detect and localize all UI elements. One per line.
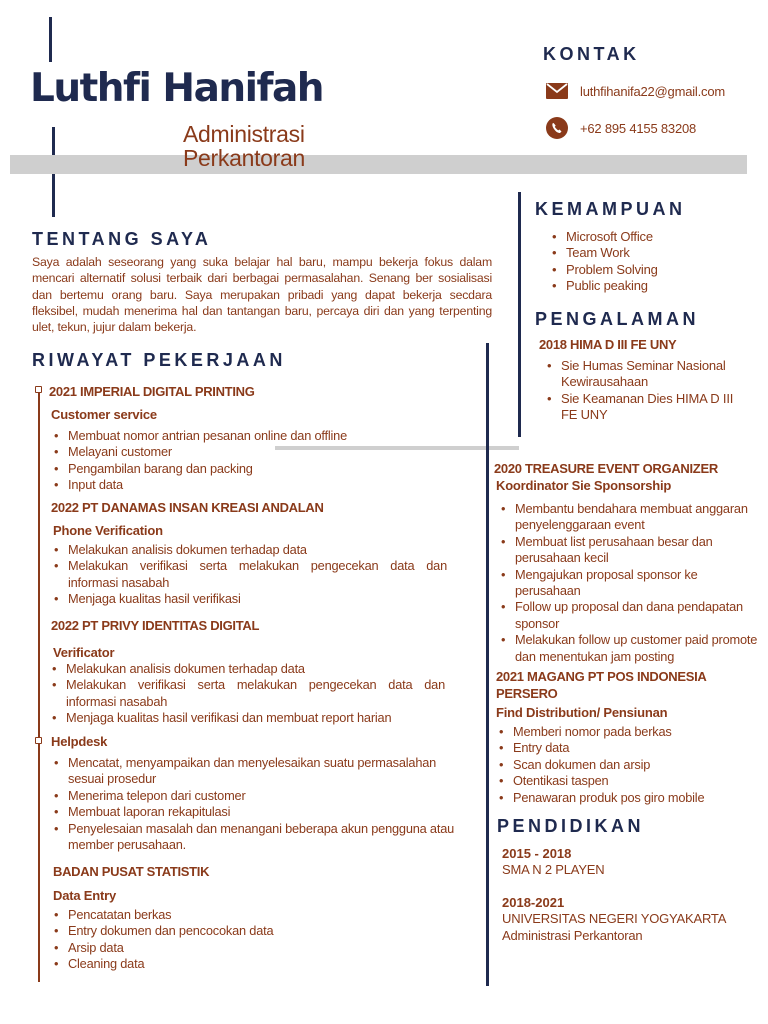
skills-title: KEMAMPUAN	[535, 199, 686, 219]
email-text[interactable]: luthfihanifa22@gmail.com	[580, 83, 725, 99]
list-item: • Otentikasi taspen	[496, 773, 756, 789]
list-item: • Scan dokumen dan arsip	[496, 757, 756, 773]
edu-school-1: SMA N 2 PLAYEN	[502, 862, 605, 877]
list-item: • Menerima telepon dari customer	[51, 788, 471, 804]
experience-list	[545, 358, 750, 423]
skills-side-line	[518, 192, 521, 437]
list-item: • Membuat laporan rekapitulasi	[51, 804, 471, 820]
list-item: • Memberi nomor pada berkas	[496, 724, 756, 740]
edu-school-2-name: UNIVERSITAS NEGERI YOGYAKARTA	[502, 911, 727, 926]
list-item: • Membuat list perusahaan besar dan perusahaan kecil	[498, 534, 758, 567]
job-list-pos	[496, 724, 756, 806]
job-role-imperial: Customer service	[51, 407, 157, 422]
list-item: • Mengajukan proposal sponsor ke perusahaan	[498, 567, 758, 600]
center-timeline	[486, 343, 489, 986]
edu-school-2-major: Administrasi Perkantoran	[502, 927, 643, 943]
job-title	[183, 122, 333, 170]
job-title-line-1: Administrasi	[183, 121, 305, 147]
list-item: • Melakukan verifikasi serta melakukan pengecekan data dan informasi nasabah	[49, 677, 445, 710]
work-timeline	[38, 390, 40, 982]
job-list-helpdesk	[51, 755, 471, 853]
list-item: • Membantu bendahara membuat anggaran penyelenggaraan event	[498, 501, 758, 534]
list-item: • Melakukan follow up customer paid promote dan menentukan jam posting	[498, 632, 758, 665]
envelope-icon	[546, 83, 568, 99]
list-item: • Menjaga kualitas hasil verifikasi dan membuat report harian	[49, 710, 445, 726]
experience-org: 2018 HIMA D III FE UNY	[539, 337, 677, 352]
job-list-verificator	[49, 661, 445, 727]
contact-title: KONTAK	[543, 44, 640, 64]
contact-phone	[546, 117, 696, 139]
job-role-helpdesk: Helpdesk	[51, 734, 108, 749]
contact-email	[546, 83, 725, 99]
job-title-treasure: 2020 TREASURE EVENT ORGANIZER	[494, 461, 718, 476]
list-item: • Penyelesaian masalah dan menangani beberapa akun pengguna atau member perusahaan.	[51, 821, 471, 854]
list-item: • Cleaning data	[51, 956, 451, 972]
list-item: • Entry dokumen dan pencocokan data	[51, 923, 451, 939]
list-item: • Microsoft Office	[550, 229, 750, 245]
job-title-pos	[496, 669, 744, 702]
about-text: Saya adalah seseorang yang suka belajar hal baru, mampu bekerja fokus dalam mencari alternatif solusi terbaik dari berbagai permasalahan. Senang ber sosialisasi dan bertemu orang baru. Saya merupakan pribadi yang dapat bekerja secdara fleksibel, mudah menerima hal dan tantangan baru, percaya diri dan yang terpenting ulet, tekun, jujur dalam bekerja.	[32, 255, 492, 335]
job-title-bps: BADAN PUSAT STATISTIK	[53, 864, 210, 879]
list-item: • Pencatatan berkas	[51, 907, 451, 923]
list-item: • Problem Solving	[550, 262, 750, 278]
job-title-line-2: Perkantoran	[183, 145, 305, 171]
list-item: • Melakukan verifikasi serta melakukan pengecekan data dan informasi nasabah	[51, 558, 447, 591]
list-item: • Entry data	[496, 740, 756, 756]
job-list-imperial	[51, 428, 471, 494]
job-list-bps	[51, 907, 451, 973]
job-role-bps: Data Entry	[53, 888, 117, 903]
job-role-pos: Find Distribution/ Pensiunan	[496, 705, 668, 720]
job-title-pos-line-1: 2021 MAGANG PT POS INDONESIA	[496, 669, 707, 684]
header-band	[10, 155, 747, 174]
about-title: TENTANG SAYA	[32, 229, 212, 249]
job-role-verificator: Verificator	[53, 645, 115, 660]
job-list-treasure	[498, 501, 758, 665]
experience-title: PENGALAMAN	[535, 309, 699, 329]
job-title-imperial: 2021 IMPERIAL DIGITAL PRINTING	[49, 384, 255, 399]
list-item: • Mencatat, menyampaikan dan menyelesaikan suatu permasalahan sesuai prosedur	[51, 755, 471, 788]
education-title: PENDIDIKAN	[497, 816, 645, 836]
list-item: • Follow up proposal dan dana pendapatan sponsor	[498, 599, 758, 632]
edu-school-2	[502, 911, 726, 944]
work-timeline-helpdesk-marker	[35, 737, 42, 744]
phone-text[interactable]: +62 895 4155 83208	[580, 120, 697, 136]
header-top-line	[49, 17, 52, 62]
list-item: • Input data	[51, 477, 471, 493]
full-name: Luthfi Hanifah	[30, 66, 324, 111]
job-list-danamas	[51, 542, 447, 608]
edu-years-2: 2018-2021	[502, 895, 565, 910]
list-item: • Pengambilan barang dan packing	[51, 461, 471, 477]
work-title: RIWAYAT PEKERJAAN	[32, 350, 286, 370]
edu-years-1: 2015 - 2018	[502, 846, 572, 861]
list-item: • Membuat nomor antrian pesanan online dan offline	[51, 428, 471, 444]
list-item: • Melakukan analisis dokumen terhadap data	[49, 661, 445, 677]
list-item: • Menjaga kualitas hasil verifikasi	[51, 591, 447, 607]
list-item: • Melayani customer	[51, 444, 471, 460]
skills-list	[550, 229, 750, 294]
job-title-privy: 2022 PT PRIVY IDENTITAS DIGITAL	[51, 618, 260, 633]
job-role-danamas: Phone Verification	[53, 523, 163, 538]
list-item: • Team Work	[550, 245, 750, 261]
list-item: • Sie Keamanan Dies HIMA D III FE UNY	[545, 391, 750, 424]
job-title-pos-line-2: PERSERO	[496, 685, 558, 701]
list-item: • Public peaking	[550, 278, 750, 294]
job-title-danamas: 2022 PT DANAMAS INSAN KREASI ANDALAN	[51, 500, 324, 515]
list-item: • Arsip data	[51, 940, 451, 956]
list-item: • Melakukan analisis dokumen terhadap data	[51, 542, 447, 558]
list-item: • Sie Humas Seminar Nasional Kewirausahaan	[545, 358, 750, 391]
phone-icon	[546, 117, 568, 139]
work-timeline-start-marker	[35, 386, 42, 393]
job-role-treasure: Koordinator Sie Sponsorship	[496, 478, 672, 493]
list-item: • Penawaran produk pos giro mobile	[496, 790, 756, 806]
